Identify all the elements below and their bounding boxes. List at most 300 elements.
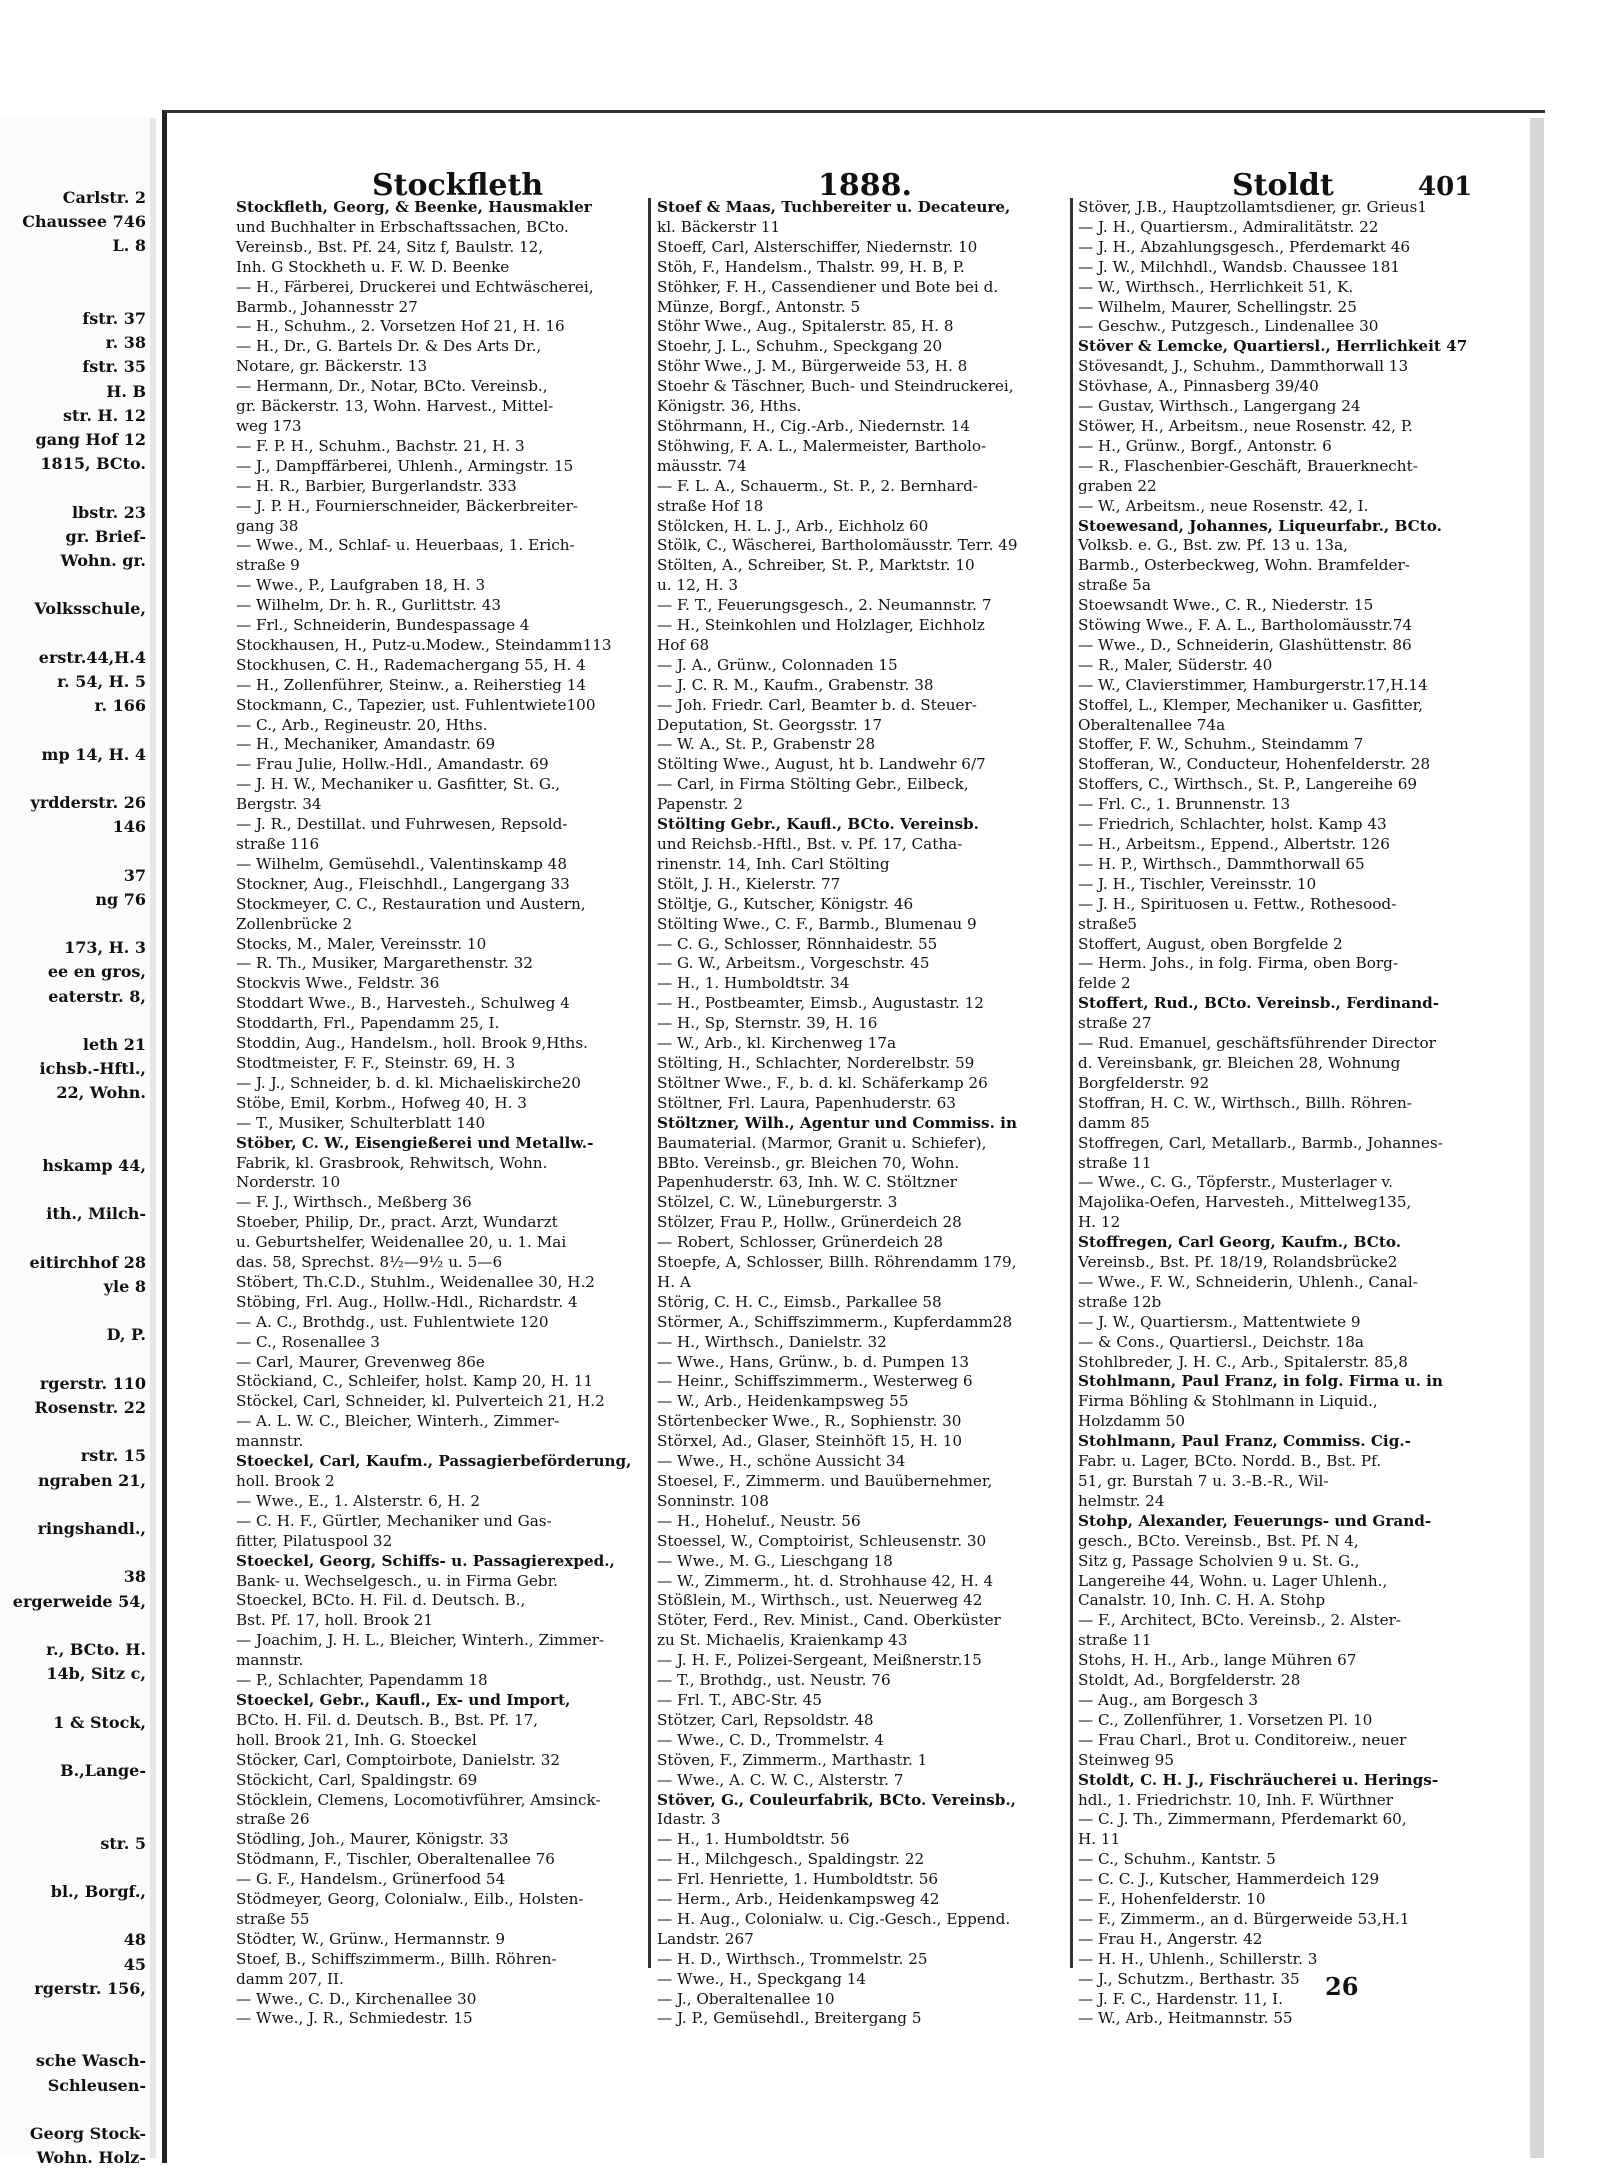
margin-fragment: ngraben 21,: [37, 1470, 146, 1490]
directory-line: Barmb., Johannesstr 27: [236, 297, 418, 316]
directory-line: — Wwe., H., Speckgang 14: [657, 1969, 867, 1988]
directory-line: — Wwe., A. C. W. C., Alsterstr. 7: [657, 1770, 904, 1789]
directory-line: — H., Sp, Sternstr. 39, H. 16: [657, 1014, 878, 1033]
margin-fragment: sche Wasch-: [35, 2051, 146, 2071]
margin-fragment: 48: [123, 1930, 146, 1950]
directory-line: — J. A., Grünw., Colonnaden 15: [657, 655, 898, 674]
directory-line: Stöver, J.B., Hauptzollamtsdiener, gr. Grieus1: [1078, 198, 1427, 216]
directory-line: — Frl., Schneiderin, Bundespassage 4: [236, 616, 530, 635]
directory-line: Stocks, M., Maler, Vereinsstr. 10: [236, 934, 487, 953]
directory-line: — H. D., Wirthsch., Trommelstr. 25: [657, 1949, 928, 1968]
margin-fragment: L. 8: [112, 236, 146, 256]
margin-fragment: B.,Lange-: [60, 1761, 146, 1780]
column-rule-1: [648, 198, 651, 1968]
margin-fragment: Volksschule,: [34, 599, 146, 619]
margin-fragment: mp 14, H. 4: [41, 744, 146, 764]
directory-line: H. A: [657, 1272, 691, 1291]
directory-line: Stoffers, C., Wirthsch., St. P., Langereihe 69: [1078, 775, 1418, 794]
directory-line: — W., Clavierstimmer, Hamburgerstr.17,H.14: [1078, 675, 1428, 694]
directory-line: Stockmann, C., Tapezier, ust. Fuhlentwiete100: [236, 695, 596, 714]
directory-line: damm 207, II.: [236, 1969, 344, 1988]
directory-line: Borgfelderstr. 92: [1078, 1073, 1210, 1092]
margin-fragment: 14b, Sitz c,: [46, 1664, 146, 1684]
directory-line: — Wwe., H., schöne Aussicht 34: [657, 1452, 906, 1471]
directory-line: Stoffert, Rud., BCto. Vereinsb., Ferdinand-: [1078, 994, 1440, 1013]
directory-line: — C., Schuhm., Kantstr. 5: [1078, 1850, 1276, 1869]
directory-line: — J. F. C., Hardenstr. 11, I.: [1078, 1989, 1283, 2008]
directory-line: Stöhrmann, H., Cig.-Arb., Niedernstr. 14: [657, 416, 971, 435]
directory-line: — Wwe., F. W., Schneiderin, Uhlenh., Canal-: [1078, 1272, 1418, 1291]
directory-line: — J., Dampffärberei, Uhlenh., Armingstr. 15: [236, 456, 574, 475]
column-2: [657, 198, 1075, 2028]
directory-line: straße 12b: [1078, 1292, 1162, 1311]
directory-line: Stoffran, H. C. W., Wirthsch., Billh. Röhren-: [1078, 1093, 1412, 1112]
directory-line: Stohs, H. H., Arb., lange Mühren 67: [1078, 1651, 1357, 1670]
directory-line: — Herm., Arb., Heidenkampsweg 42: [657, 1890, 940, 1909]
directory-line: Stockvis Wwe., Feldstr. 36: [236, 974, 440, 993]
directory-line: straße Hof 18: [657, 496, 764, 515]
directory-line: — H., Wirthsch., Danielstr. 32: [657, 1332, 887, 1351]
directory-line: straße 26: [236, 1810, 310, 1829]
directory-line: — H. Aug., Colonialw. u. Cig.-Gesch., Eppend.: [657, 1909, 1011, 1928]
directory-line: — F., Hohenfelderstr. 10: [1078, 1890, 1266, 1909]
margin-fragment: eaterstr. 8,: [48, 986, 146, 1006]
page-edge-shadow: [1530, 118, 1544, 2158]
directory-line: Stöhwing, F. A. L., Malermeister, Bartholo-: [657, 436, 987, 455]
directory-line: Stöver, G., Couleurfabrik, BCto. Vereinsb.,: [657, 1790, 1016, 1809]
directory-line: Stoeckel, Carl, Kaufm., Passagierbeförderung,: [236, 1452, 632, 1471]
directory-line: Stoewsandt Wwe., C. R., Niederstr. 15: [1078, 596, 1374, 615]
directory-line: Stödmeyer, Georg, Colonialw., Eilb., Holsten-: [236, 1890, 584, 1909]
column-3: [1078, 198, 1496, 2028]
directory-line: — H., Steinkohlen und Holzlager, Eichholz: [657, 616, 985, 635]
directory-line: — Aug., am Borgesch 3: [1078, 1690, 1259, 1709]
directory-line: — F. T., Feuerungsgesch., 2. Neumannstr. 7: [657, 596, 992, 615]
directory-line: — Friedrich, Schlachter, holst. Kamp 43: [1078, 815, 1387, 834]
directory-line: Steinweg 95: [1078, 1750, 1174, 1769]
directory-line: — Wwe., J. R., Schmiedestr. 15: [236, 2009, 473, 2028]
directory-line: Stoehr, J. L., Schuhm., Speckgang 20: [657, 337, 943, 356]
directory-line: — Robert, Schlosser, Grünerdeich 28: [657, 1233, 944, 1252]
directory-line: Stockner, Aug., Fleischhdl., Langergang 33: [236, 874, 570, 893]
directory-line: — Carl, Maurer, Grevenweg 86e: [236, 1352, 485, 1371]
directory-line: — Frau Charl., Brot u. Conditoreiw., neuer: [1078, 1730, 1407, 1749]
margin-fragment: H. B: [106, 381, 146, 401]
margin-fragment: Rosenstr. 22: [34, 1398, 146, 1417]
directory-line: Stoeckel, Gebr., Kaufl., Ex- und Import,: [236, 1690, 571, 1709]
directory-line: — Gustav, Wirthsch., Langergang 24: [1078, 397, 1361, 416]
directory-line: — Frl. T., ABC-Str. 45: [657, 1690, 822, 1709]
margin-fragment: r. 38: [105, 333, 146, 353]
directory-line: Vereinsb., Bst. Pf. 18/19, Rolandsbrücke2: [1078, 1253, 1398, 1272]
directory-line: — Wilhelm, Maurer, Schellingstr. 25: [1078, 297, 1357, 316]
directory-line: Volksb. e. G., Bst. zw. Pf. 13 u. 13a,: [1078, 536, 1348, 555]
directory-line: Stodtmeister, F. F., Steinstr. 69, H. 3: [236, 1053, 516, 1072]
directory-line: weg 173: [236, 416, 302, 435]
directory-line: Stöcklein, Clemens, Locomotivführer, Amsinck-: [236, 1790, 601, 1809]
directory-line: Stöckicht, Carl, Spaldingstr. 69: [236, 1770, 478, 1789]
directory-line: Stoddin, Aug., Handelsm., holl. Brook 9,Hths.: [236, 1034, 588, 1053]
directory-line: — Hermann, Dr., Notar, BCto. Vereinsb.,: [236, 377, 548, 396]
directory-line: Stöhker, F. H., Cassendiener und Bote bei d.: [657, 277, 999, 296]
directory-line: Stöckiand, C., Schleifer, holst. Kamp 20, H. 11: [236, 1372, 594, 1391]
directory-line: — Wilhelm, Dr. h. R., Gurlittstr. 43: [236, 596, 502, 615]
margin-fragment: str. H. 12: [62, 405, 146, 425]
margin-fragment: 1815, BCto.: [40, 454, 146, 474]
directory-line: Stößlein, M., Wirthsch., ust. Neuerweg 42: [657, 1591, 983, 1610]
directory-line: Deputation, St. Georgsstr. 17: [657, 715, 883, 734]
running-head-year: 1888.: [818, 168, 912, 203]
signature-mark: 26: [1325, 1972, 1359, 2001]
directory-line: — J. H. W., Mechaniker u. Gasfitter, St. G.,: [236, 775, 561, 794]
directory-line: gang 38: [236, 516, 299, 535]
directory-line: Stöven, F., Zimmerm., Marthastr. 1: [657, 1750, 928, 1769]
directory-line: — R. Th., Musiker, Margarethenstr. 32: [236, 954, 533, 973]
running-head-left: Stockfleth: [372, 168, 544, 203]
margin-fragment: Schleusen-: [47, 2075, 146, 2095]
directory-line: — H. R., Barbier, Burgerlandstr. 333: [236, 476, 517, 495]
adjacent-page-margin: [0, 118, 153, 2168]
margin-fragment: Carlstr. 2: [62, 188, 146, 207]
directory-line: damm 85: [1078, 1113, 1150, 1132]
directory-line: — C. C. J., Kutscher, Hammerdeich 129: [1078, 1870, 1380, 1889]
directory-line: — Wilhelm, Gemüsehdl., Valentinskamp 48: [236, 854, 568, 873]
directory-line: — J. W., Quartiersm., Mattentwiete 9: [1078, 1312, 1361, 1331]
directory-line: — H., Arbeitsm., Eppend., Albertstr. 126: [1078, 835, 1390, 853]
directory-line: — J. H., Spirituosen u. Fettw., Rothesood-: [1078, 894, 1397, 913]
directory-line: Münze, Borgf., Antonstr. 5: [657, 297, 861, 316]
margin-fragment: fstr. 35: [82, 357, 146, 377]
directory-line: kl. Bäckerstr 11: [657, 217, 781, 236]
margin-fragment: ng 76: [95, 889, 146, 909]
margin-fragment: Wohn. gr.: [60, 551, 146, 570]
directory-line: — H. P., Wirthsch., Dammthorwall 65: [1078, 854, 1365, 873]
directory-line: — P., Schlachter, Papendamm 18: [236, 1671, 488, 1690]
margin-fragment: ith., Milch-: [46, 1204, 146, 1224]
directory-line: — H., Dr., G. Bartels Dr. & Des Arts Dr.,: [236, 337, 542, 356]
margin-fragment: 173, H. 3: [64, 938, 146, 958]
directory-line: Stoffregen, Carl Georg, Kaufm., BCto.: [1078, 1233, 1402, 1252]
directory-line: — J. W., Milchhdl., Wandsb. Chaussee 181: [1078, 257, 1401, 276]
directory-line: — A. C., Brothdg., ust. Fuhlentwiete 120: [236, 1312, 549, 1331]
directory-line: Stoepfe, A, Schlosser, Billh. Röhrendamm 179,: [657, 1253, 1017, 1272]
directory-line: straße 9: [236, 556, 300, 575]
directory-line: — F. P. H., Schuhm., Bachstr. 21, H. 3: [236, 436, 525, 455]
directory-line: — J., Schutzm., Berthastr. 35: [1078, 1969, 1300, 1988]
directory-line: Stölting, H., Schlachter, Norderelbstr. 59: [657, 1053, 975, 1072]
book-gutter: [150, 118, 156, 2158]
directory-line: — Wwe., P., Laufgraben 18, H. 3: [236, 576, 486, 595]
directory-line: Stödling, Joh., Maurer, Königstr. 33: [236, 1830, 509, 1849]
directory-line: Stödter, W., Grünw., Hermannstr. 9: [236, 1929, 506, 1948]
directory-line: — C., Rosenallee 3: [236, 1332, 380, 1351]
directory-line: Sitz g, Passage Scholvien 9 u. St. G.,: [1078, 1551, 1360, 1570]
directory-line: Stövesandt, J., Schuhm., Dammthorwall 13: [1078, 357, 1409, 376]
directory-line: Langereihe 44, Wohn. u. Lager Uhlenh.,: [1078, 1571, 1388, 1590]
directory-line: H. 12: [1078, 1213, 1121, 1232]
directory-line: — J. R., Destillat. und Fuhrwesen, Repsold-: [236, 815, 568, 834]
directory-line: Stöcker, Carl, Comptoirbote, Danielstr. 32: [236, 1750, 561, 1769]
directory-line: straße 27: [1078, 1014, 1152, 1033]
directory-line: Sonninstr. 108: [657, 1491, 769, 1510]
directory-line: Majolika-Oefen, Harvesteh., Mittelweg135,: [1078, 1193, 1412, 1212]
directory-line: — & Cons., Quartiersl., Deichstr. 18a: [1078, 1332, 1364, 1351]
directory-line: BCto. H. Fil. d. Deutsch. B., Bst. Pf. 17,: [236, 1710, 539, 1729]
directory-line: — Heinr., Schiffszimmerm., Westerweg 6: [657, 1372, 973, 1391]
directory-line: — F., Zimmerm., an d. Bürgerweide 53,H.1: [1078, 1909, 1410, 1928]
directory-line: helmstr. 24: [1078, 1491, 1165, 1510]
margin-fragment: r. 166: [94, 696, 146, 716]
directory-line: Störxel, Ad., Glaser, Steinhöft 15, H. 10: [657, 1432, 963, 1451]
directory-line: Stöter, Ferd., Rev. Minist., Cand. Oberküster: [657, 1611, 1001, 1630]
directory-line: Stoef, B., Schiffszimmerm., Billh. Röhren-: [236, 1949, 557, 1968]
directory-line: straße 5a: [1078, 576, 1151, 595]
directory-line: Stoffregen, Carl, Metallarb., Barmb., Johannes-: [1078, 1133, 1443, 1152]
directory-line: Stölten, A., Schreiber, St. P., Marktstr. 10: [657, 556, 975, 575]
margin-fragment: 1 & Stock,: [53, 1712, 146, 1732]
directory-line: graben 22: [1078, 476, 1157, 495]
directory-line: — Wwe., C. D., Kirchenallee 30: [236, 1989, 477, 2008]
directory-line: Stockhusen, C. H., Rademachergang 55, H. 4: [236, 655, 586, 674]
directory-line: Stölting Wwe., C. F., Barmb., Blumenau 9: [657, 914, 977, 933]
directory-line: — W., Arb., Heitmannstr. 55: [1078, 2009, 1293, 2028]
directory-line: — C. H. F., Gürtler, Mechaniker und Gas-: [236, 1511, 552, 1530]
directory-line: Störmer, A., Schiffszimmerm., Kupferdamm28: [657, 1312, 1013, 1331]
column-rule-2: [1070, 198, 1073, 1968]
directory-line: — H., Postbeamter, Eimsb., Augustastr. 12: [657, 994, 984, 1013]
directory-line: — Wwe., D., Schneiderin, Glashüttenstr. 86: [1078, 635, 1412, 654]
directory-line: Stölzel, C. W., Lüneburgerstr. 3: [657, 1193, 898, 1212]
directory-line: Stoffert, August, oben Borgfelde 2: [1078, 934, 1343, 953]
margin-fragment: lbstr. 23: [71, 502, 146, 522]
directory-line: — Frl. Henriette, 1. Humboldtstr. 56: [657, 1870, 939, 1889]
directory-line: — Frau H., Angerstr. 42: [1078, 1929, 1263, 1948]
directory-line: Stohlbreder, J. H. C., Arb., Spitalerstr. 85,8: [1078, 1352, 1408, 1371]
margin-fragment: ichsb.-Hftl.,: [39, 1059, 146, 1079]
directory-line: u. 12, H. 3: [657, 576, 738, 595]
directory-line: gr. Bäckerstr. 13, Wohn. Harvest., Mittel-: [236, 397, 554, 416]
directory-line: — Wwe., M., Schlaf- u. Heuerbaas, 1. Erich-: [236, 536, 575, 555]
directory-line: Stoeckel, Georg, Schiffs- u. Passagierexped.,: [236, 1551, 615, 1570]
page-number: 401: [1418, 172, 1473, 202]
directory-line: straße 55: [236, 1909, 310, 1928]
directory-line: und Buchhalter in Erbschaftssachen, BCto.: [236, 217, 569, 236]
directory-line: Papenhuderstr. 63, Inh. W. C. Stöltzner: [657, 1173, 957, 1192]
directory-line: Stölcken, H. L. J., Arb., Eichholz 60: [657, 516, 929, 535]
directory-line: Stoddarth, Frl., Papendamm 25, I.: [236, 1014, 500, 1033]
margin-fragment: Chaussee 746: [22, 212, 146, 232]
directory-line: Stockhausen, H., Putz-u.Modew., Steindamm113: [236, 635, 612, 654]
directory-line: Stöbe, Emil, Korbm., Hofweg 40, H. 3: [236, 1093, 527, 1112]
directory-line: Bst. Pf. 17, holl. Brook 21: [236, 1611, 434, 1630]
directory-line: Stohlmann, Paul Franz, Commiss. Cig.-: [1078, 1432, 1411, 1451]
directory-line: — Joachim, J. H. L., Bleicher, Winterh., Zimmer-: [236, 1631, 605, 1650]
directory-line: felde 2: [1078, 974, 1131, 993]
directory-line: — J. J., Schneider, b. d. kl. Michaeliskirche20: [236, 1073, 581, 1092]
directory-line: holl. Brook 21, Inh. G. Stoeckel: [236, 1730, 477, 1749]
directory-line: — Wwe., C. G., Töpferstr., Musterlager v.: [1078, 1173, 1393, 1192]
directory-line: und Reichsb.-Hftl., Bst. v. Pf. 17, Catha-: [657, 835, 963, 853]
directory-line: — W., Wirthsch., Herrlichkeit 51, K.: [1078, 277, 1354, 296]
directory-line: — Wwe., Hans, Grünw., b. d. Pumpen 13: [657, 1352, 970, 1371]
directory-line: — W. A., St. P., Grabenstr 28: [657, 735, 876, 754]
directory-line: Stohp, Alexander, Feuerungs- und Grand-: [1078, 1511, 1432, 1530]
directory-line: Fabr. u. Lager, BCto. Nordd. B., Bst. Pf.: [1078, 1452, 1382, 1471]
margin-fragment: Wohn. Holz-: [36, 2148, 146, 2168]
directory-line: Bank- u. Wechselgesch., u. in Firma Gebr.: [236, 1571, 558, 1590]
margin-fragment: 45: [123, 1954, 146, 1974]
margin-fragment: yle 8: [103, 1277, 146, 1296]
directory-line: Stöltzner, Wilh., Agentur und Commiss. in: [657, 1113, 1017, 1132]
directory-line: straße 11: [1078, 1153, 1152, 1172]
directory-line: — H., 1. Humboldtstr. 34: [657, 974, 850, 993]
directory-line: — C. J. Th., Zimmermann, Pferdemarkt 60,: [1078, 1810, 1407, 1829]
directory-line: — H., Schuhm., 2. Vorsetzen Hof 21, H. 16: [236, 317, 565, 336]
directory-line: — H. H., Uhlenh., Schillerstr. 3: [1078, 1949, 1318, 1968]
directory-line: Stofferan, W., Conducteur, Hohenfelderstr. 28: [1078, 755, 1431, 774]
directory-line: — F. L. A., Schauerm., St. P., 2. Bernhard-: [657, 476, 978, 495]
directory-line: straße 116: [236, 835, 320, 853]
directory-line: Stöwer, H., Arbeitsm., neue Rosenstr. 42, P.: [1078, 416, 1413, 435]
directory-line: — Herm. Johs., in folg. Firma, oben Borg-: [1078, 954, 1398, 973]
directory-line: — H., 1. Humboldtstr. 56: [657, 1830, 850, 1849]
directory-line: holl. Brook 2: [236, 1472, 335, 1490]
directory-line: Stohlmann, Paul Franz, in folg. Firma u. in: [1078, 1372, 1443, 1391]
directory-line: Bergstr. 34: [236, 795, 322, 814]
directory-line: Stoffel, L., Klemper, Mechaniker u. Gasfitter,: [1078, 695, 1424, 714]
directory-line: Stoldt, Ad., Borgfelderstr. 28: [1078, 1671, 1301, 1690]
directory-line: straße5: [1078, 914, 1138, 933]
directory-line: Baumaterial. (Marmor, Granit u. Schiefer),: [657, 1133, 987, 1152]
directory-line: — G. F., Handelsm., Grünerfood 54: [236, 1870, 506, 1889]
directory-line: d. Vereinsbank, gr. Bleichen 28, Wohnung: [1078, 1053, 1401, 1072]
margin-fragment: ergerweide 54,: [12, 1591, 146, 1611]
directory-line: — Joh. Friedr. Carl, Beamter b. d. Steuer-: [657, 695, 977, 714]
directory-line: Inh. G Stockheth u. F. W. D. Beenke: [236, 257, 510, 276]
directory-line: Königstr. 36, Hths.: [657, 397, 802, 416]
directory-line: — Wwe., E., 1. Alsterstr. 6, H. 2: [236, 1491, 480, 1510]
directory-line: — T., Musiker, Schulterblatt 140: [236, 1113, 486, 1132]
margin-fragment: leth 21: [82, 1035, 146, 1054]
directory-line: — R., Maler, Süderstr. 40: [1078, 655, 1273, 674]
margin-fragment: 37: [123, 865, 146, 885]
margin-fragment: r., BCto. H.: [46, 1640, 146, 1659]
directory-line: — Rud. Emanuel, geschäftsführender Director: [1078, 1034, 1436, 1053]
directory-line: Stockmeyer, C. C., Restauration und Austern,: [236, 894, 586, 913]
directory-line: — H., Grünw., Borgf., Antonstr. 6: [1078, 436, 1332, 455]
directory-line: Stöltje, G., Kutscher, Königstr. 46: [657, 894, 914, 913]
directory-line: — H., Zollenführer, Steinw., a. Reiherstieg 14: [236, 675, 587, 694]
directory-line: — J. H., Abzahlungsgesch., Pferdemarkt 46: [1078, 237, 1411, 256]
directory-line: Stoeckel, BCto. H. Fil. d. Deutsch. B.,: [236, 1591, 526, 1610]
directory-line: BBto. Vereinsb., gr. Bleichen 70, Wohn.: [657, 1153, 960, 1172]
directory-line: Stockfleth, Georg, & Beenke, Hausmakler: [236, 198, 592, 216]
directory-line: Stötzer, Carl, Repsoldstr. 48: [657, 1710, 874, 1729]
directory-line: rinenstr. 14, Inh. Carl Stölting: [657, 854, 890, 873]
directory-line: Stölting Gebr., Kaufl., BCto. Vereinsb.: [657, 815, 979, 834]
directory-line: — J. H., Quartiersm., Admiralitätstr. 22: [1078, 217, 1379, 236]
directory-line: — J., Oberaltenallee 10: [657, 1989, 835, 2008]
directory-line: Stoddart Wwe., B., Harvesteh., Schulweg 4: [236, 994, 570, 1013]
margin-fragment: ee en gros,: [47, 962, 146, 982]
margin-fragment: gr. Brief-: [65, 526, 146, 546]
directory-line: — Geschw., Putzgesch., Lindenallee 30: [1078, 317, 1379, 336]
directory-line: Stöbing, Frl. Aug., Hollw.-Hdl., Richardstr. 4: [236, 1292, 578, 1311]
directory-line: Stoffer, F. W., Schuhm., Steindamm 7: [1078, 735, 1364, 754]
directory-line: — W., Arb., kl. Kirchenweg 17a: [657, 1034, 897, 1053]
directory-line: mäusstr. 74: [657, 456, 747, 475]
directory-line: Stöber, C. W., Eisengießerei und Metallw.-: [236, 1133, 594, 1152]
directory-line: — J. H., Tischler, Vereinsstr. 10: [1078, 874, 1317, 893]
directory-line: Störig, C. H. C., Eimsb., Parkallee 58: [657, 1292, 942, 1311]
directory-line: — Frau Julie, Hollw.-Hdl., Amandastr. 69: [236, 755, 549, 774]
margin-fragment: bl., Borgf.,: [50, 1882, 146, 1901]
directory-line: Firma Böhling & Stohlmann in Liquid.,: [1078, 1392, 1378, 1411]
directory-line: — C. G., Schlosser, Rönnhaidestr. 55: [657, 934, 938, 953]
margin-fragment: eitirchhof 28: [29, 1252, 146, 1272]
margin-fragment: D, P.: [106, 1325, 146, 1345]
directory-line: — J. C. R. M., Kaufm., Grabenstr. 38: [657, 675, 934, 694]
directory-line: Stoehr & Täschner, Buch- und Steindruckerei,: [657, 377, 1014, 396]
directory-line: Stölt, J. H., Kielerstr. 77: [657, 874, 841, 893]
directory-line: — W., Arb., Heidenkampsweg 55: [657, 1392, 909, 1411]
directory-line: — T., Brothdg., ust. Neustr. 76: [657, 1671, 891, 1690]
directory-line: Stövhase, A., Pinnasberg 39/40: [1078, 377, 1319, 396]
directory-line: Papenstr. 2: [657, 795, 743, 814]
directory-line: Stölzer, Frau P., Hollw., Grünerdeich 28: [657, 1213, 962, 1232]
directory-line: — F. J., Wirthsch., Meßberg 36: [236, 1193, 472, 1212]
directory-line: Stoesel, F., Zimmerm. und Bauübernehmer,: [657, 1472, 993, 1490]
margin-fragment: 146: [112, 817, 146, 837]
directory-line: — J. H. F., Polizei-Sergeant, Meißnerstr.15: [657, 1651, 982, 1670]
directory-line: Stöver & Lemcke, Quartiersl., Herrlichkeit 47: [1078, 337, 1468, 356]
running-head-right: Stoldt: [1232, 168, 1334, 203]
margin-fragment: fstr. 37: [82, 309, 146, 328]
directory-line: — G. W., Arbeitsm., Vorgeschstr. 45: [657, 954, 930, 973]
directory-line: — H., Hoheluf., Neustr. 56: [657, 1511, 861, 1530]
directory-line: Fabrik, kl. Grasbrook, Rehwitsch, Wohn.: [236, 1153, 548, 1172]
margin-fragment: r. 54, H. 5: [57, 672, 146, 691]
directory-line: — Wwe., C. D., Trommelstr. 4: [657, 1730, 884, 1749]
margin-fragment: ringshandl.,: [37, 1519, 146, 1538]
directory-line: Stoewesand, Johannes, Liqueurfabr., BCto.: [1078, 516, 1442, 535]
directory-line: gesch., BCto. Vereinsb., Bst. Pf. N 4,: [1078, 1531, 1359, 1550]
directory-line: fitter, Pilatuspool 32: [236, 1531, 393, 1550]
directory-line: Stölk, C., Wäscherei, Bartholomäusstr. Terr. 49: [657, 536, 1018, 555]
margin-fragment: gang Hof 12: [35, 430, 146, 449]
directory-line: Störtenbecker Wwe., R., Sophienstr. 30: [657, 1412, 962, 1431]
directory-line: Stöltner Wwe., F., b. d. kl. Schäferkamp 26: [657, 1073, 988, 1092]
directory-line: — H., Mechaniker, Amandastr. 69: [236, 735, 496, 754]
margin-fragment: rgerstr. 156,: [34, 1978, 146, 1998]
directory-line: — J. P., Gemüsehdl., Breitergang 5: [657, 2009, 922, 2028]
directory-line: Stoef & Maas, Tuchbereiter u. Decateure,: [657, 198, 1011, 216]
directory-line: — Wwe., M. G., Lieschgang 18: [657, 1551, 893, 1570]
directory-line: Stoldt, C. H. J., Fischräucherei u. Herings-: [1078, 1770, 1439, 1789]
directory-line: — H., Färberei, Druckerei und Echtwäscherei,: [236, 277, 594, 296]
directory-line: — C., Zollenführer, 1. Vorsetzen Pl. 10: [1078, 1710, 1373, 1729]
directory-line: Vereinsb., Bst. Pf. 24, Sitz f, Baulstr. 12,: [236, 237, 544, 256]
directory-line: Oberaltenallee 74a: [1078, 715, 1226, 734]
column-1: [236, 198, 654, 2028]
directory-line: Stödmann, F., Tischler, Oberaltenallee 76: [236, 1850, 555, 1869]
margin-fragment: rgerstr. 110: [39, 1373, 146, 1393]
directory-line: — J. P. H., Fournierschneider, Bäckerbreiter-: [236, 496, 579, 515]
directory-line: Stöhr Wwe., J. M., Bürgerweide 53, H. 8: [657, 357, 968, 376]
directory-line: — R., Flaschenbier-Geschäft, Brauerknecht-: [1078, 456, 1418, 475]
directory-line: Norderstr. 10: [236, 1173, 341, 1192]
directory-line: u. Geburtshelfer, Weidenallee 20, u. 1. Mai: [236, 1233, 567, 1252]
